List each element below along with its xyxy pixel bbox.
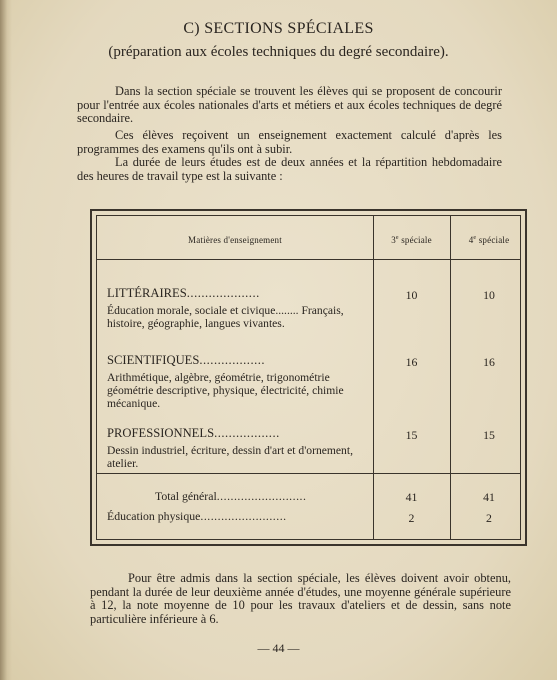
leader-dots: .................. (214, 426, 280, 440)
totals-divider (97, 473, 520, 474)
intro-paragraph-1: Dans la section spéciale se trouvent les élèves qui se proposent de concourir pour l'entrée aux écoles nationales d'arts et métiers et aux écoles techniques de degré secondaire. (77, 84, 502, 126)
total-label: Total général (155, 489, 217, 503)
total-3e: 41 (405, 490, 418, 504)
intro-paragraph-3: La durée de leurs études est de deux années et la répartition hebdomadaire des heures de travail type est la suivante : (77, 155, 502, 183)
total-general (155, 489, 369, 504)
section-title: C) SECTIONS SPÉCIALES (183, 20, 374, 37)
leader-dots: .................. (199, 353, 266, 367)
page-binding-shadow (0, 0, 12, 680)
category-professionnels (107, 426, 369, 441)
education-physique (107, 509, 369, 524)
schedule-table-inner (96, 215, 521, 540)
admission-paragraph: Pour être admis dans la section spéciale, les élèves doivent avoir obtenu, pendant la durée de leur deuxième année d'études, une moyenne générale supérieure à 12, la note moyenne de 10 pour les travaux d'ateliers et de dessin, sans note particulière inférieure à 6. (90, 571, 511, 626)
description-litteraires: Éducation morale, sociale et civique........ Français, histoire, géographie, langues vivantes. (107, 304, 344, 330)
header-4e-speciale (450, 235, 528, 245)
total-4e: 41 (483, 490, 495, 504)
hours-4e-professionnels: 15 (483, 428, 495, 442)
hours-3e-scientifiques: 16 (405, 355, 418, 369)
pe-4e: 2 (486, 511, 492, 525)
leader-dots: .................... (186, 286, 260, 300)
header-3e-word: spéciale (398, 235, 432, 245)
hours-4e-scientifiques: 16 (483, 355, 495, 369)
leader-dots: .......................... (216, 489, 307, 503)
schedule-table (90, 209, 527, 546)
section-subtitle: (préparation aux écoles techniques du degré secondaire). (108, 44, 449, 60)
page-number: — 44 — (257, 641, 300, 655)
pe-label: Éducation physique (107, 509, 201, 523)
header-divider (97, 259, 520, 260)
header-subject: Matières d'enseignement (188, 235, 282, 245)
hours-3e-litteraires: 10 (405, 288, 418, 302)
intro-paragraph-2: Ces élèves reçoivent un enseignement exactement calculé d'après les programmes des examens qu'ils ont à subir. (77, 128, 502, 156)
category-label: LITTÉRAIRES (107, 286, 187, 300)
pe-3e: 2 (408, 511, 415, 525)
description-scientifiques: Arithmétique, algèbre, géométrie, trigonométrie géométrie descriptive, physique, électricité, chimie mécanique. (107, 371, 344, 410)
category-label: SCIENTIFIQUES (107, 353, 200, 367)
header-3e-speciale (373, 235, 450, 245)
category-litteraires (107, 286, 369, 301)
header-3e-sup: e (395, 235, 399, 241)
category-label: PROFESSIONNELS (107, 426, 215, 440)
leader-dots: ......................... (200, 509, 287, 523)
hours-4e-litteraires: 10 (483, 288, 495, 302)
header-3e-num: 3 (391, 235, 396, 245)
description-professionnels: Dessin industriel, écriture, dessin d'art et d'ornement, atelier. (107, 444, 353, 470)
header-4e-sup: e (473, 235, 477, 241)
header-4e-num: 4 (468, 235, 474, 245)
hours-3e-professionnels: 15 (405, 428, 418, 442)
header-4e-word: spéciale (476, 235, 510, 245)
category-scientifiques (107, 353, 369, 368)
